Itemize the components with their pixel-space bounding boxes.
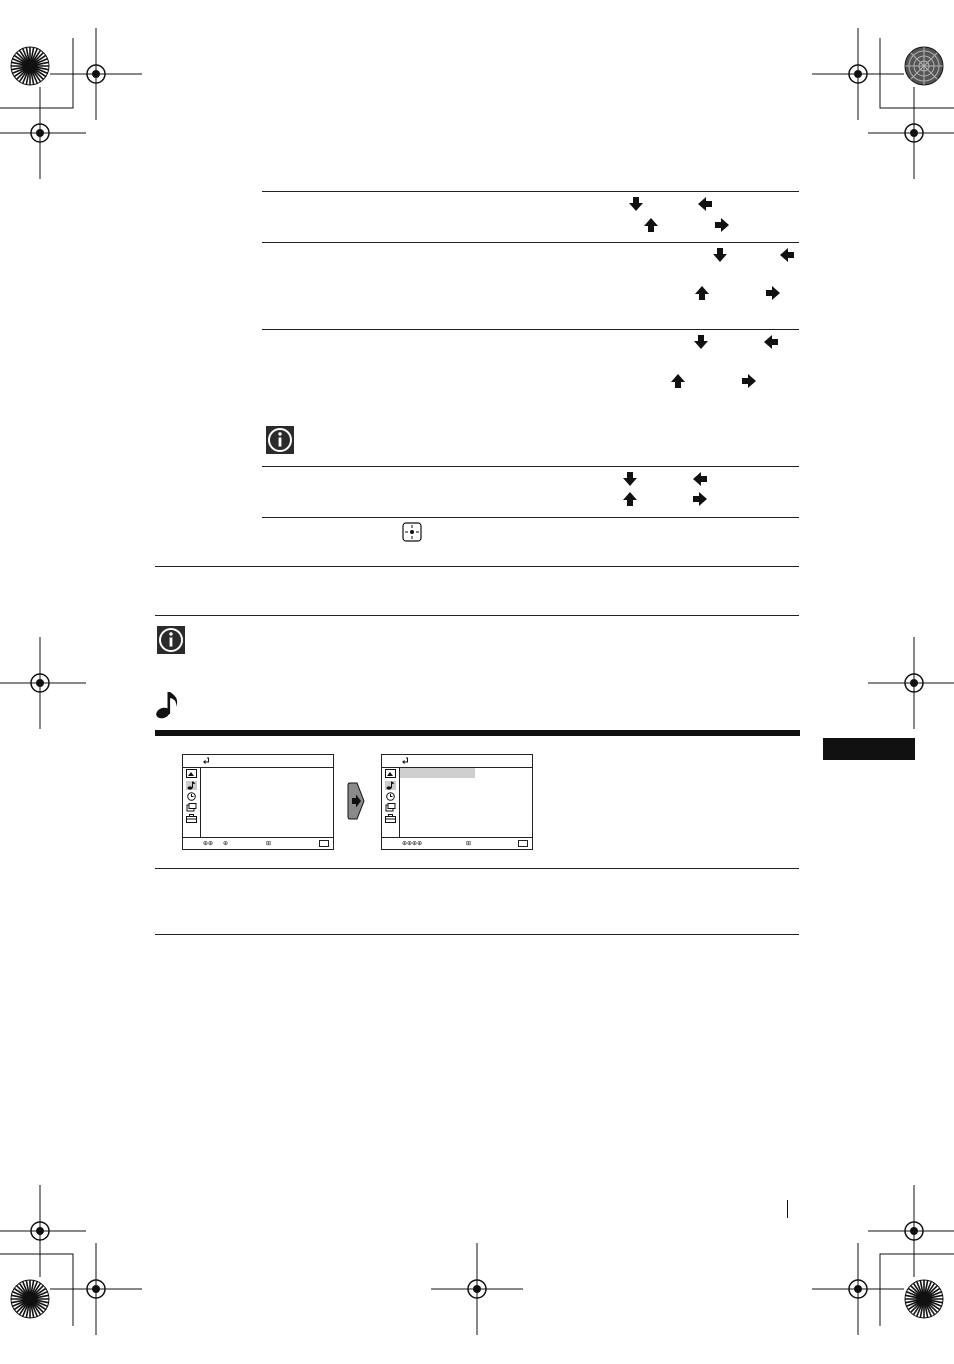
timer-clock-icon xyxy=(385,792,396,801)
screen-title-bar xyxy=(183,755,333,768)
down-arrow-icon xyxy=(622,471,638,487)
down-arrow-icon xyxy=(712,247,728,263)
up-arrow-icon xyxy=(622,491,638,507)
page-number-rule xyxy=(787,1200,788,1218)
next-arrow-icon xyxy=(347,782,365,820)
toolbox-icon xyxy=(186,814,197,823)
table-rule xyxy=(262,242,799,243)
select-arrow-icon: ⊕ xyxy=(223,841,229,847)
menu-screen-2 xyxy=(381,754,533,850)
toolbox-icon xyxy=(385,814,396,823)
section-rule xyxy=(155,868,799,869)
screen-footer xyxy=(183,837,333,849)
section-rule xyxy=(155,615,799,616)
table-rule xyxy=(262,517,799,518)
return-arrow-icon xyxy=(401,757,409,765)
right-arrow-icon xyxy=(714,217,730,233)
picture-icon xyxy=(186,769,197,778)
menu-screen-1 xyxy=(182,754,334,850)
section-tab xyxy=(823,738,915,760)
menu-key-icon xyxy=(319,840,329,847)
nav-arrows-icon: ⊕⊕⊕⊕ xyxy=(402,841,423,847)
enter-icon: ⊞ xyxy=(466,841,472,847)
info-icon xyxy=(266,426,294,454)
up-arrow-icon xyxy=(694,285,710,301)
picture-icon xyxy=(385,769,396,778)
up-arrow-icon xyxy=(643,217,659,233)
music-note-icon xyxy=(155,690,181,720)
left-arrow-icon xyxy=(692,471,708,487)
timer-clock-icon xyxy=(186,792,197,801)
table-rule xyxy=(262,329,799,330)
right-arrow-icon xyxy=(765,285,781,301)
screen-title-bar xyxy=(382,755,532,768)
menu-key-icon xyxy=(518,840,528,847)
right-arrow-icon xyxy=(741,373,757,389)
table-rule xyxy=(262,191,799,192)
screen-sidebar xyxy=(382,767,400,837)
left-arrow-icon xyxy=(779,247,795,263)
right-arrow-icon xyxy=(692,491,708,507)
enter-button-icon xyxy=(402,522,422,542)
table-rule xyxy=(262,466,799,467)
enter-icon: ⊞ xyxy=(266,841,272,847)
setup-icon xyxy=(385,803,396,812)
setup-icon xyxy=(186,803,197,812)
section-rule xyxy=(155,566,799,567)
screen-footer xyxy=(382,837,532,849)
up-arrow-icon xyxy=(670,373,686,389)
down-arrow-icon xyxy=(693,334,709,350)
left-arrow-icon xyxy=(763,334,779,350)
left-arrow-icon xyxy=(697,196,713,212)
selected-row-highlight xyxy=(400,768,475,778)
sound-note-icon xyxy=(385,781,396,790)
info-icon xyxy=(157,626,185,654)
screen-sidebar xyxy=(183,767,201,837)
section-heading-bar xyxy=(155,730,800,736)
nav-arrows-icon: ⊕⊕ xyxy=(203,841,214,847)
return-arrow-icon xyxy=(202,757,210,765)
section-rule xyxy=(155,934,799,935)
sound-note-icon xyxy=(186,781,197,790)
down-arrow-icon xyxy=(628,196,644,212)
